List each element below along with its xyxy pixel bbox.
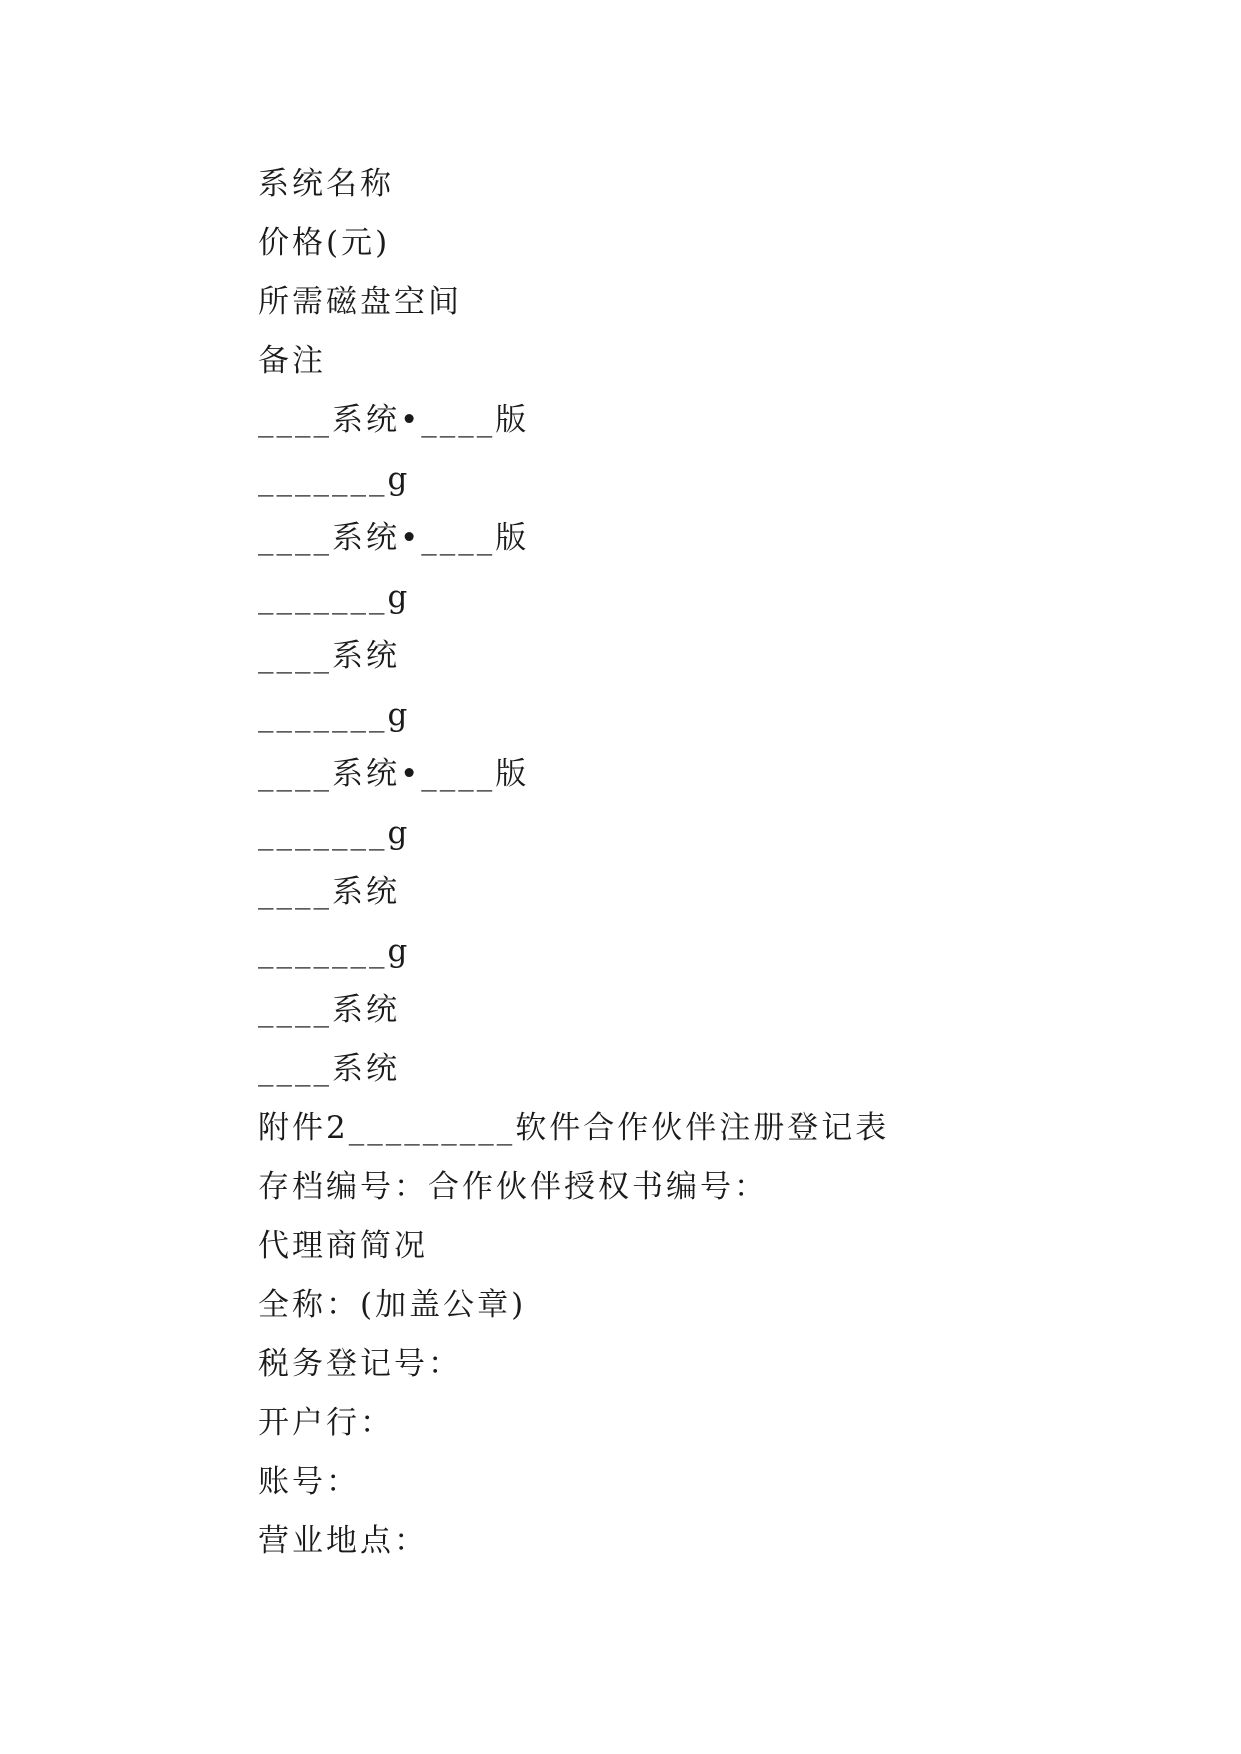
blank-size-g: _______g	[258, 933, 411, 969]
account-label: 账号：	[258, 1464, 360, 1500]
agent-overview-heading: 代理商简况	[258, 1228, 428, 1264]
bank-label: 开户行：	[258, 1405, 394, 1441]
blank-size-g: _______g	[258, 697, 411, 733]
blank-system-version: ____系统•____版	[258, 402, 530, 438]
blank-system: ____系统	[258, 638, 400, 674]
business-location-label: 营业地点：	[258, 1523, 428, 1559]
field-label-remarks: 备注	[258, 343, 326, 379]
field-label-price: 价格(元)	[258, 225, 391, 261]
full-name-label: 全称：(加盖公章)	[258, 1287, 527, 1323]
field-label-disk-space: 所需磁盘空间	[258, 284, 462, 320]
blank-system-version: ____系统•____版	[258, 520, 530, 556]
field-label-system-name: 系统名称	[258, 166, 394, 202]
blank-size-g: _______g	[258, 815, 411, 851]
appendix-title: 附件2_________软件合作伙伴注册登记表	[258, 1110, 890, 1146]
archive-number-label: 存档编号：合作伙伴授权书编号：	[258, 1169, 768, 1205]
blank-size-g: _______g	[258, 461, 411, 497]
blank-size-g: _______g	[258, 579, 411, 615]
tax-registration-label: 税务登记号：	[258, 1346, 462, 1382]
blank-system-version: ____系统•____版	[258, 756, 530, 792]
blank-system: ____系统	[258, 874, 400, 910]
blank-system: ____系统	[258, 992, 400, 1028]
blank-system: ____系统	[258, 1051, 400, 1087]
